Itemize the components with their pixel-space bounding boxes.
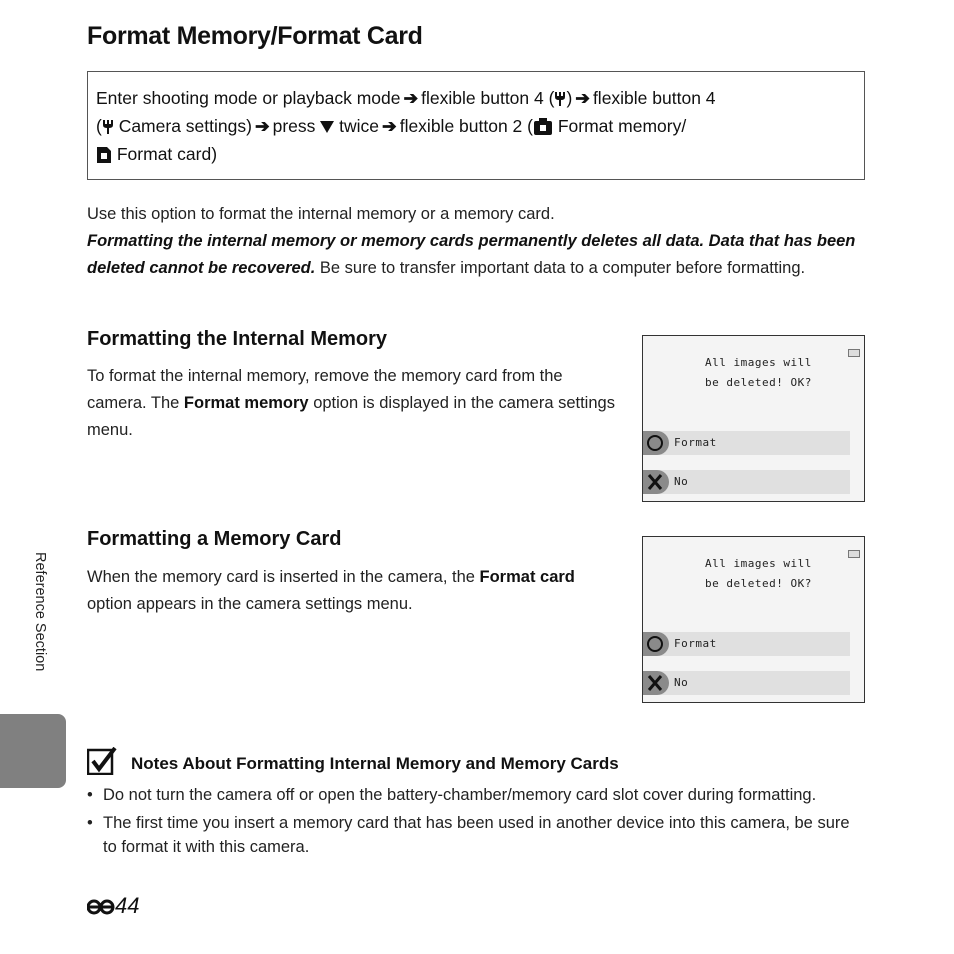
path-step: flexible button 4 ( [421, 88, 555, 108]
checkmark-icon [87, 747, 117, 775]
memory-card-icon [96, 146, 112, 164]
page-title: Format Memory/Format Card [87, 22, 423, 50]
warning-followup: Be sure to transfer important data to a computer before formatting. [315, 259, 806, 277]
intro-text [87, 201, 867, 282]
circle-icon [643, 632, 669, 656]
path-step: flexible button 2 ( [399, 116, 533, 136]
option-label: Format [674, 436, 717, 449]
option-label: No [674, 676, 689, 689]
reference-e-icon [87, 897, 115, 917]
text: option appears in the camera settings menu. [87, 595, 413, 613]
path-step: ( [96, 116, 102, 136]
cross-icon [643, 470, 669, 494]
message-line: All images will [705, 356, 812, 369]
bold-term: Format memory [183, 394, 309, 412]
section-heading-memory-card: Formatting a Memory Card [87, 528, 342, 550]
intro-line: Use this option to format the internal memory or a memory card. [87, 205, 555, 223]
battery-icon [848, 349, 860, 357]
path-step: Camera settings) [113, 116, 252, 136]
option-label: No [674, 475, 689, 488]
no-option[interactable] [643, 470, 850, 494]
section-text-memory-card [87, 564, 617, 618]
path-step: twice [339, 116, 380, 136]
warning-paragraph [87, 228, 867, 282]
arrow-right-icon: ➔ [403, 88, 419, 108]
path-step: Format card) [112, 144, 218, 164]
arrow-right-icon: ➔ [382, 116, 397, 136]
format-option[interactable] [643, 632, 850, 656]
message-line: be deleted! OK? [705, 577, 812, 590]
path-step: flexible button 4 [592, 88, 716, 108]
format-option[interactable] [643, 431, 850, 455]
page-number-text: 44 [115, 893, 140, 918]
wrench-icon [102, 119, 114, 135]
path-step: press [272, 116, 316, 136]
section-tab [0, 714, 66, 788]
warning-text: Formatting the internal memory or memory cards permanently deletes all data. Data that has been deleted cannot be recovered. [87, 232, 856, 277]
text: When the memory card is inserted in the camera, the [87, 568, 480, 586]
path-step: ) [566, 88, 573, 108]
message-line: be deleted! OK? [705, 376, 812, 389]
cross-icon [643, 671, 669, 695]
menu-path-box [87, 71, 865, 180]
camera-screen-format-memory [642, 335, 865, 502]
arrow-right-icon: ➔ [575, 88, 590, 108]
arrow-right-icon: ➔ [254, 116, 270, 136]
bold-term: Format card [479, 568, 575, 586]
section-heading-internal-memory: Formatting the Internal Memory [87, 328, 388, 350]
list-item: • The first time you insert a memory card that has been used in another device into this camera, be sure to format it with this camera. [87, 811, 867, 859]
list-item: • Do not turn the camera off or open the battery-chamber/memory card slot cover during formatting. [87, 783, 867, 807]
text: option is displayed in the camera settings menu. [87, 394, 615, 439]
confirm-message [705, 353, 812, 393]
path-step: Enter shooting mode or playback mode [96, 88, 401, 108]
internal-memory-icon [533, 118, 553, 136]
circle-icon [643, 431, 669, 455]
side-section-label: Reference Section [32, 552, 48, 672]
confirm-message [705, 554, 812, 594]
notes-heading: Notes About Formatting Internal Memory and Memory Cards [131, 754, 619, 773]
no-option[interactable] [643, 671, 850, 695]
section-text-internal-memory [87, 363, 617, 444]
path-step: Format memory/ [552, 116, 687, 136]
battery-icon [848, 550, 860, 558]
wrench-icon [554, 91, 566, 107]
notes-list [87, 783, 867, 863]
message-line: All images will [705, 557, 812, 570]
page-number [87, 893, 139, 919]
text: To format the internal memory, remove the memory card from the camera. The [87, 367, 563, 412]
camera-screen-format-card [642, 536, 865, 703]
option-label: Format [674, 637, 717, 650]
triangle-down-icon [320, 121, 334, 133]
